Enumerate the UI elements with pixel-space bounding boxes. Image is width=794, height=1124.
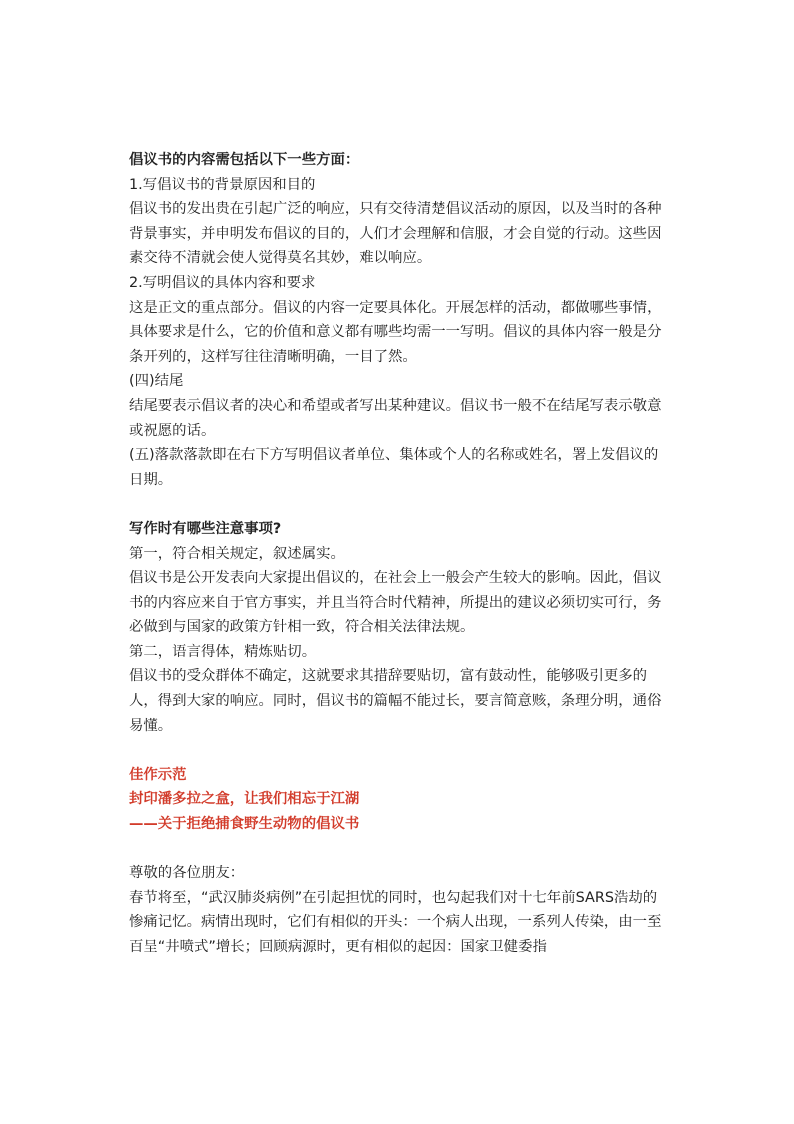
- document-page: [129, 148, 669, 960]
- note-title-second: 第二，语言得体，精炼贴切。: [129, 643, 317, 660]
- item-title-ending: (四)结尾: [129, 373, 184, 390]
- example-title: 封印潘多拉之盒，让我们相忘于江湖: [129, 791, 360, 808]
- example-subtitle: ——关于拒绝捕食野生动物的倡议书: [129, 816, 360, 833]
- item-body-ending: 结尾要表示倡议者的决心和希望或者写出某种建议。倡议书一般不在结尾写表示敬意或祝愿的话。: [129, 397, 662, 439]
- note-title-first: 第一，符合相关规定，叙述属实。: [129, 545, 345, 562]
- note-body-first: 倡议书是公开发表向大家提出倡议的，在社会上一般会产生较大的影响。因此，倡议书的内容应来自于官方事实，并且当符合时代精神，所提出的建议必须切实可行，务必做到与国家的政策方针相一致，符合相关法律法规。: [129, 570, 662, 636]
- section-heading-notes: 写作时有哪些注意事项?: [129, 520, 282, 537]
- spacer: [129, 738, 669, 763]
- spacer: [129, 492, 669, 517]
- item-body-content: 这是正文的重点部分。倡议的内容一定要具体化。开展怎样的活动，都做哪些事情，具体要求是什么，它的价值和意义都有哪些均需一一写明。倡议的具体内容一般是分条开列的，这样写往往清晰明确，一目了然。: [129, 299, 662, 365]
- spacer: [129, 837, 669, 862]
- section-heading-content: 倡议书的内容需包括以下一些方面：: [129, 152, 360, 168]
- example-greeting: 尊敬的各位朋友：: [129, 865, 245, 882]
- note-body-second: 倡议书的受众群体不确定，这就要求其措辞要贴切，富有鼓动性，能够吸引更多的人，得到大家的响应。同时，倡议书的篇幅不能过长，要言简意赅，条理分明，通俗易懂。: [129, 668, 662, 734]
- example-label: 佳作示范: [129, 766, 187, 783]
- item-body-background: 倡议书的发出贵在引起广泛的响应，只有交待清楚倡议活动的原因，以及当时的各种背景事实，并申明发布倡议的目的，人们才会理解和信服，才会自觉的行动。这些因素交待不清就会使人觉得莫名其妙，难以响应。: [129, 201, 662, 267]
- item-body-signature: (五)落款落款即在右下方写明倡议者单位、集体或个人的名称或姓名，署上发倡议的日期。: [129, 447, 659, 488]
- item-title-background: 1.写倡议书的背景原因和目的: [129, 176, 316, 193]
- example-body: 春节将至，“武汉肺炎病例”在引起担忧的同时，也勾起我们对十七年前SARS浩劫的惨痛记忆。病情出现时，它们有相似的开头：一个病人出现，一系列人传染，由一至百呈“井喷式”增长；回顾病源时，更有相似的起因：国家卫健委指: [129, 889, 662, 955]
- item-title-content: 2.写明倡议的具体内容和要求: [129, 274, 316, 291]
